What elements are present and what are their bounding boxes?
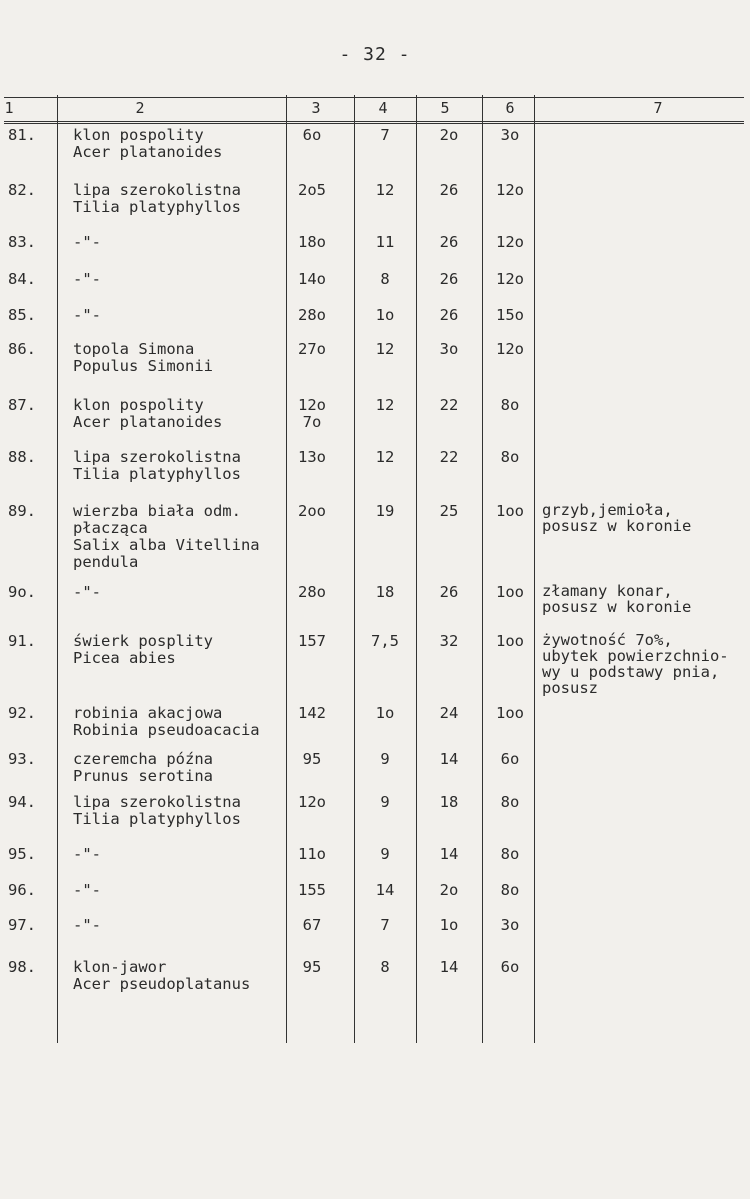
species-name: klon-jawor	[73, 958, 167, 976]
remarks: ubytek powierzchnio-	[542, 647, 729, 665]
value-col6: 12o	[496, 340, 524, 358]
value-col4: 1o	[375, 306, 395, 324]
row-number: 94.	[8, 793, 36, 811]
row-number: 83.	[8, 233, 36, 251]
header-bottom-rule-2	[4, 123, 744, 124]
value-col6: 8o	[500, 448, 520, 466]
value-col3: 95	[302, 958, 322, 976]
value-col6: 8o	[500, 396, 520, 414]
species-name: -"-	[73, 583, 101, 601]
row-number: 85.	[8, 306, 36, 324]
value-col3: 12o	[298, 793, 326, 811]
species-name: Picea abies	[73, 649, 176, 667]
row-number: 88.	[8, 448, 36, 466]
value-col4: 7	[380, 916, 390, 934]
column-header: 1	[4, 99, 14, 117]
value-col3: 18o	[298, 233, 326, 251]
row-number: 84.	[8, 270, 36, 288]
value-col6: 1oo	[496, 704, 524, 722]
value-col4: 8	[380, 958, 390, 976]
remarks: złamany konar,	[542, 582, 673, 600]
value-col6: 1oo	[496, 583, 524, 601]
value-col4: 8	[380, 270, 390, 288]
value-col5: 14	[439, 845, 459, 863]
remarks: posusz	[542, 679, 598, 697]
value-col3: 7o	[302, 413, 322, 431]
row-number: 91.	[8, 632, 36, 650]
species-name: wierzba biała odm.	[73, 502, 241, 520]
species-name: Acer pseudoplatanus	[73, 975, 251, 993]
remarks: grzyb,jemioła,	[542, 501, 673, 519]
column-divider	[286, 95, 287, 1043]
value-col3: 11o	[298, 845, 326, 863]
value-col5: 2o	[439, 126, 459, 144]
row-number: 9o.	[8, 583, 36, 601]
value-col6: 1oo	[496, 632, 524, 650]
value-col3: 155	[298, 881, 326, 899]
row-number: 87.	[8, 396, 36, 414]
header-bottom-rule	[4, 121, 744, 122]
value-col5: 1o	[439, 916, 459, 934]
table-top-rule	[4, 97, 744, 98]
species-name: robinia akacjowa	[73, 704, 223, 722]
row-number: 81.	[8, 126, 36, 144]
value-col4: 11	[375, 233, 395, 251]
species-name: -"-	[73, 233, 101, 251]
remarks: żywotność 7o%,	[542, 631, 673, 649]
value-col5: 3o	[439, 340, 459, 358]
value-col6: 8o	[500, 845, 520, 863]
value-col6: 3o	[500, 916, 520, 934]
column-header: 4	[378, 99, 388, 117]
value-col4: 9	[380, 845, 390, 863]
value-col3: 2o5	[298, 181, 326, 199]
value-col6: 15o	[496, 306, 524, 324]
value-col5: 26	[439, 181, 459, 199]
value-col4: 9	[380, 793, 390, 811]
species-name: Populus Simonii	[73, 357, 213, 375]
remarks: posusz w koronie	[542, 598, 692, 616]
value-col5: 14	[439, 750, 459, 768]
row-number: 95.	[8, 845, 36, 863]
value-col5: 25	[439, 502, 459, 520]
species-name: płacząca	[73, 519, 148, 537]
value-col3: 28o	[298, 583, 326, 601]
value-col3: 27o	[298, 340, 326, 358]
value-col5: 24	[439, 704, 459, 722]
value-col5: 26	[439, 270, 459, 288]
remarks: posusz w koronie	[542, 517, 692, 535]
species-name: Prunus serotina	[73, 767, 213, 785]
page-number: - 32 -	[339, 44, 411, 65]
value-col4: 12	[375, 448, 395, 466]
value-col4: 19	[375, 502, 395, 520]
value-col4: 1o	[375, 704, 395, 722]
species-name: czeremcha późna	[73, 750, 213, 768]
value-col5: 32	[439, 632, 459, 650]
row-number: 82.	[8, 181, 36, 199]
species-name: Robinia pseudoacacia	[73, 721, 260, 739]
row-number: 93.	[8, 750, 36, 768]
value-col3: 14o	[298, 270, 326, 288]
value-col4: 14	[375, 881, 395, 899]
value-col5: 26	[439, 583, 459, 601]
value-col5: 26	[439, 306, 459, 324]
column-header: 7	[653, 99, 663, 117]
value-col6: 6o	[500, 750, 520, 768]
value-col3: 12o	[298, 396, 326, 414]
species-name: klon pospolity	[73, 396, 204, 414]
value-col4: 7	[380, 126, 390, 144]
value-col6: 3o	[500, 126, 520, 144]
value-col4: 18	[375, 583, 395, 601]
value-col3: 67	[302, 916, 322, 934]
value-col4: 9	[380, 750, 390, 768]
species-name: Tilia platyphyllos	[73, 465, 241, 483]
species-name: lipa szerokolistna	[73, 181, 241, 199]
species-name: Acer platanoides	[73, 143, 223, 161]
column-header: 5	[440, 99, 450, 117]
value-col6: 6o	[500, 958, 520, 976]
value-col6: 1oo	[496, 502, 524, 520]
value-col3: 142	[298, 704, 326, 722]
column-divider	[57, 95, 58, 1043]
species-name: klon pospolity	[73, 126, 204, 144]
value-col3: 13o	[298, 448, 326, 466]
value-col4: 12	[375, 396, 395, 414]
column-header: 6	[505, 99, 515, 117]
column-header: 2	[135, 99, 145, 117]
value-col4: 12	[375, 340, 395, 358]
species-name: Acer platanoides	[73, 413, 223, 431]
remarks: wy u podstawy pnia,	[542, 663, 720, 681]
row-number: 98.	[8, 958, 36, 976]
row-number: 96.	[8, 881, 36, 899]
value-col5: 22	[439, 448, 459, 466]
species-name: Tilia platyphyllos	[73, 198, 241, 216]
value-col3: 6o	[302, 126, 322, 144]
species-name: pendula	[73, 553, 139, 571]
value-col5: 26	[439, 233, 459, 251]
value-col4: 12	[375, 181, 395, 199]
value-col3: 157	[298, 632, 326, 650]
value-col6: 12o	[496, 181, 524, 199]
species-name: lipa szerokolistna	[73, 448, 241, 466]
value-col3: 28o	[298, 306, 326, 324]
species-name: -"-	[73, 270, 101, 288]
species-name: -"-	[73, 916, 101, 934]
row-number: 89.	[8, 502, 36, 520]
species-name: -"-	[73, 881, 101, 899]
row-number: 86.	[8, 340, 36, 358]
value-col5: 22	[439, 396, 459, 414]
species-name: topola Simona	[73, 340, 195, 358]
row-number: 97.	[8, 916, 36, 934]
species-name: Salix alba Vitellina	[73, 536, 260, 554]
value-col5: 14	[439, 958, 459, 976]
column-header: 3	[311, 99, 321, 117]
species-name: -"-	[73, 306, 101, 324]
species-name: świerk posplity	[73, 632, 213, 650]
value-col5: 2o	[439, 881, 459, 899]
row-number: 92.	[8, 704, 36, 722]
value-col6: 12o	[496, 270, 524, 288]
value-col5: 18	[439, 793, 459, 811]
value-col3: 95	[302, 750, 322, 768]
value-col6: 8o	[500, 793, 520, 811]
value-col3: 2oo	[298, 502, 326, 520]
value-col6: 8o	[500, 881, 520, 899]
species-name: -"-	[73, 845, 101, 863]
species-name: lipa szerokolistna	[73, 793, 241, 811]
species-name: Tilia platyphyllos	[73, 810, 241, 828]
value-col6: 12o	[496, 233, 524, 251]
value-col4: 7,5	[371, 632, 399, 650]
